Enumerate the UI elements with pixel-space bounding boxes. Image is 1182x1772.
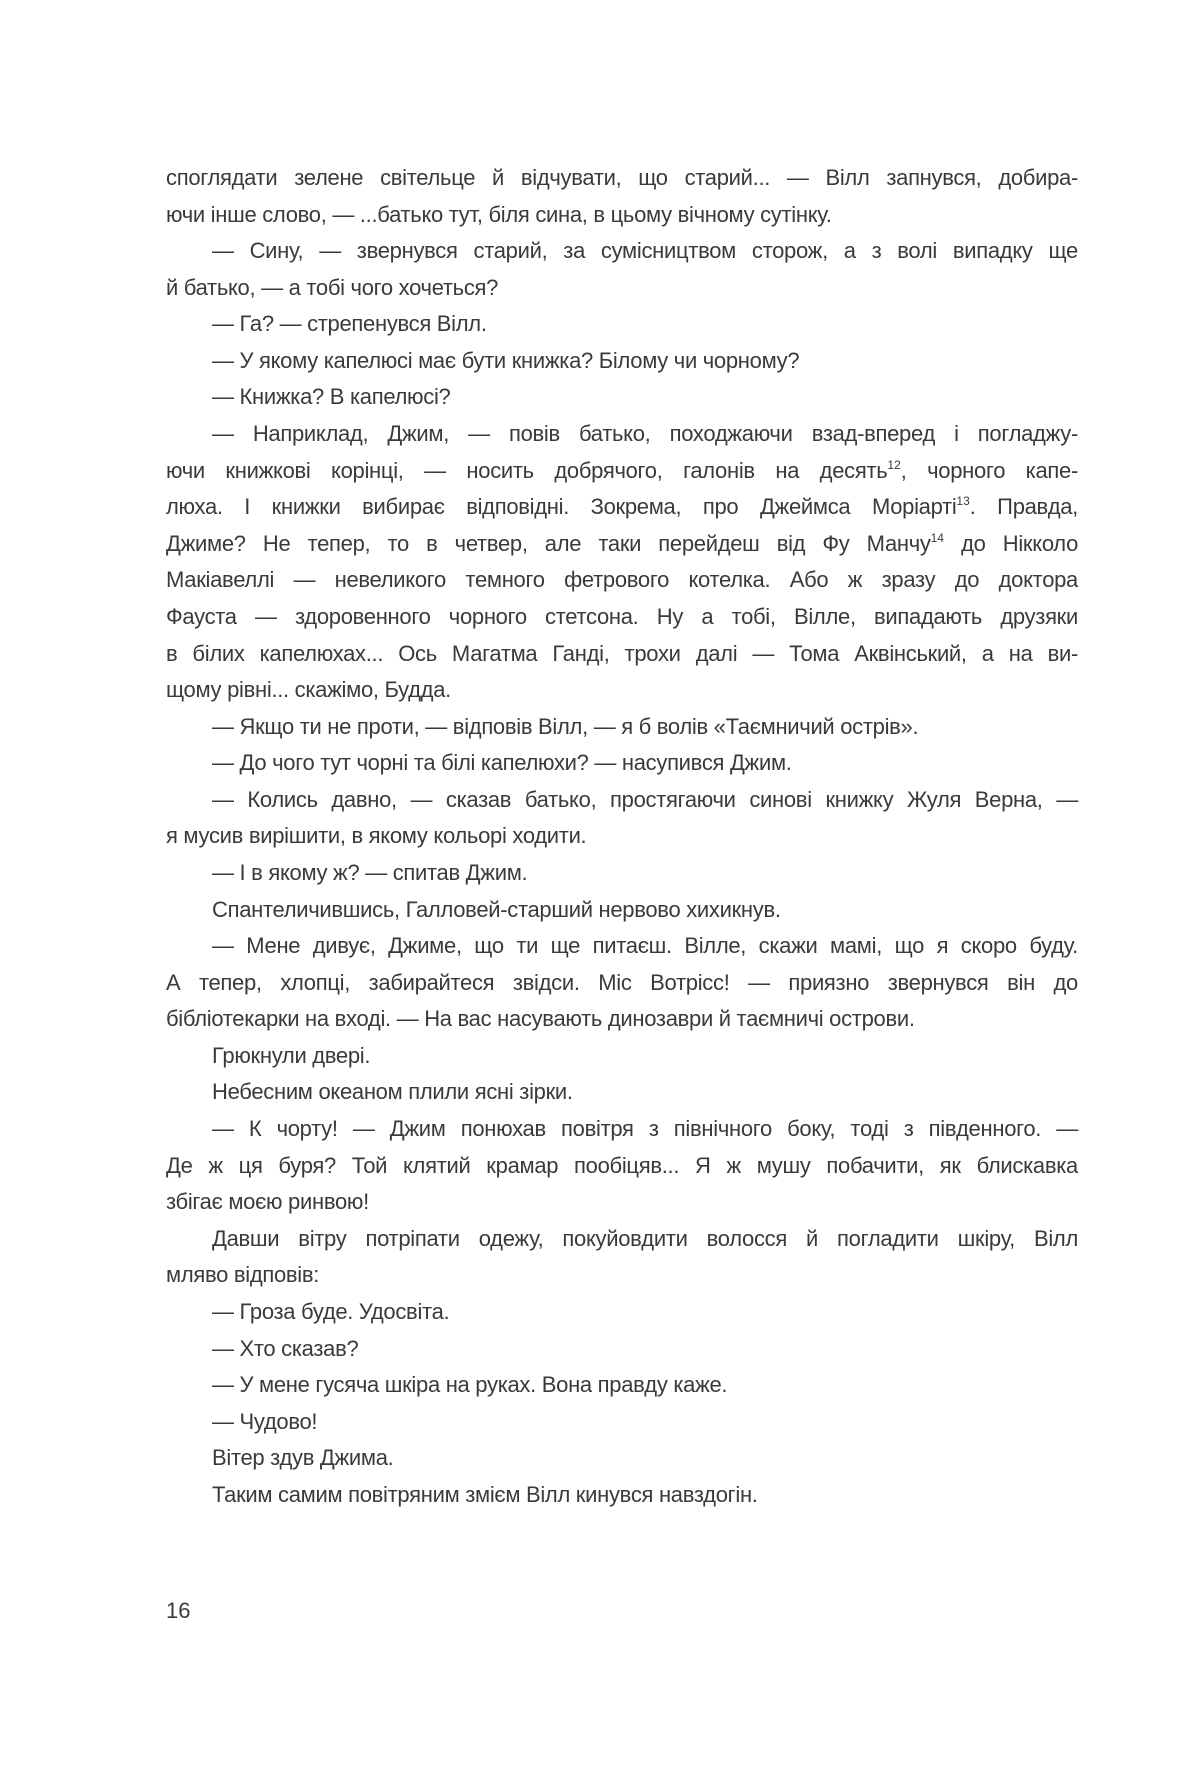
text-line (166, 453, 1078, 490)
footnote-ref: 14 (930, 530, 944, 545)
text-line: — У мене гусяча шкіра на руках. Вона правду каже. (212, 1372, 728, 1398)
text-line: збігає моєю ринвою! (166, 1189, 369, 1215)
text-line: — Книжка? В капелюсі? (212, 384, 451, 410)
text-line: бібліотекарки на вході. — На вас насувають динозаври й таємничі острови. (166, 1006, 915, 1032)
text-line: — Наприклад, Джим, — повів батько, походжаючи взад-вперед і погладжу- (212, 421, 1078, 447)
text-line: — Чудово! (212, 1408, 318, 1434)
text-line: — Мене дивує, Джиме, що ти ще питаєш. Вілле, скажи мамі, що я скоро буду. (212, 933, 1078, 959)
text-line: — До чого тут чорні та білі капелюхи? — насупився Джим. (212, 750, 792, 776)
text-line: Спантеличившись, Галловей-старший нервово хихикнув. (212, 896, 781, 922)
text-line: Фауста — здоровенного чорного стетсона. Ну а тобі, Вілле, випадають друзяки (166, 603, 1078, 629)
text-line: Небесним океаном плили ясні зірки. (212, 1079, 573, 1105)
text-line: — Якщо ти не проти, — відповів Вілл, — я б волів «Таємничий острів». (212, 713, 919, 739)
text-segment: люха. І книжки вибирає відповідні. Зокрема, про Джеймса Моріарті (166, 494, 957, 520)
footnote-ref: 13 (956, 494, 970, 509)
text-line: Де ж ця буря? Той клятий крамар пообіцяв... Я ж мушу побачити, як блискавка (166, 1152, 1078, 1178)
text-line (166, 526, 1078, 563)
text-line: Таким самим повітряним змієм Вілл кинувся навздогін. (212, 1481, 758, 1507)
text-line: й батько, — а тобі чого хочеться? (166, 274, 499, 300)
text-line: споглядати зелене світельце й відчувати, що старий... — Вілл запнувся, добира- (166, 165, 1078, 190)
text-line: — Хто сказав? (212, 1335, 359, 1361)
text-line: щому рівні... скажімо, Будда. (166, 677, 451, 703)
text-line: я мусив вирішити, в якому кольорі ходити. (166, 823, 587, 849)
text-line: в білих капелюхах... Ось Магатма Ганді, трохи далі — Тома Аквінський, а на ви- (166, 640, 1078, 666)
text-segment: . Правда, (969, 494, 1078, 520)
text-line: — Колись давно, — сказав батько, простягаючи синові книжку Жуля Верна, — (212, 786, 1078, 812)
text-segment: , чорного капе- (900, 457, 1079, 483)
text-line: — І в якому ж? — спитав Джим. (212, 859, 528, 885)
text-segment: до Нікколо (943, 530, 1078, 556)
text-line: А тепер, хлопці, забирайтеся звідси. Міс Вотрісс! — приязно звернувся він до (166, 969, 1078, 995)
text-line: Грюкнули двері. (212, 1042, 371, 1068)
text-segment: Джиме? Не тепер, то в четвер, але таки перейдеш від Фу Манчу (166, 530, 931, 556)
text-line: мляво відповів: (166, 1262, 320, 1288)
footnote-ref: 12 (887, 457, 901, 472)
text-line: — Га? — стрепенувся Вілл. (212, 311, 487, 337)
text-line: Вітер здув Джима. (212, 1445, 394, 1471)
page-number: 16 (166, 1598, 191, 1623)
text-line: — К чорту! — Джим понюхав повітря з північного боку, тоді з південного. — (212, 1116, 1078, 1142)
text-line (166, 489, 1078, 526)
text-line: ючи інше слово, — ...батько тут, біля сина, в цьому вічному сутінку. (166, 201, 832, 227)
text-line: — У якому капелюсі має бути книжка? Білому чи чорному? (212, 347, 800, 373)
text-line: Давши вітру потріпати одежу, покуйовдити волосся й погладити шкіру, Вілл (212, 1225, 1078, 1251)
text-line: Макіавеллі — невеликого темного фетрового котелка. Або ж зразу до доктора (166, 567, 1078, 593)
text-segment: ючи книжкові корінці, — носить добрячого, галонів на десять (166, 457, 888, 483)
text-line: — Сину, — звернувся старий, за сумісництвом сторож, а з волі випадку ще (212, 238, 1078, 264)
book-page-text (166, 160, 1078, 1513)
text-line: — Гроза буде. Удосвіта. (212, 1298, 450, 1324)
